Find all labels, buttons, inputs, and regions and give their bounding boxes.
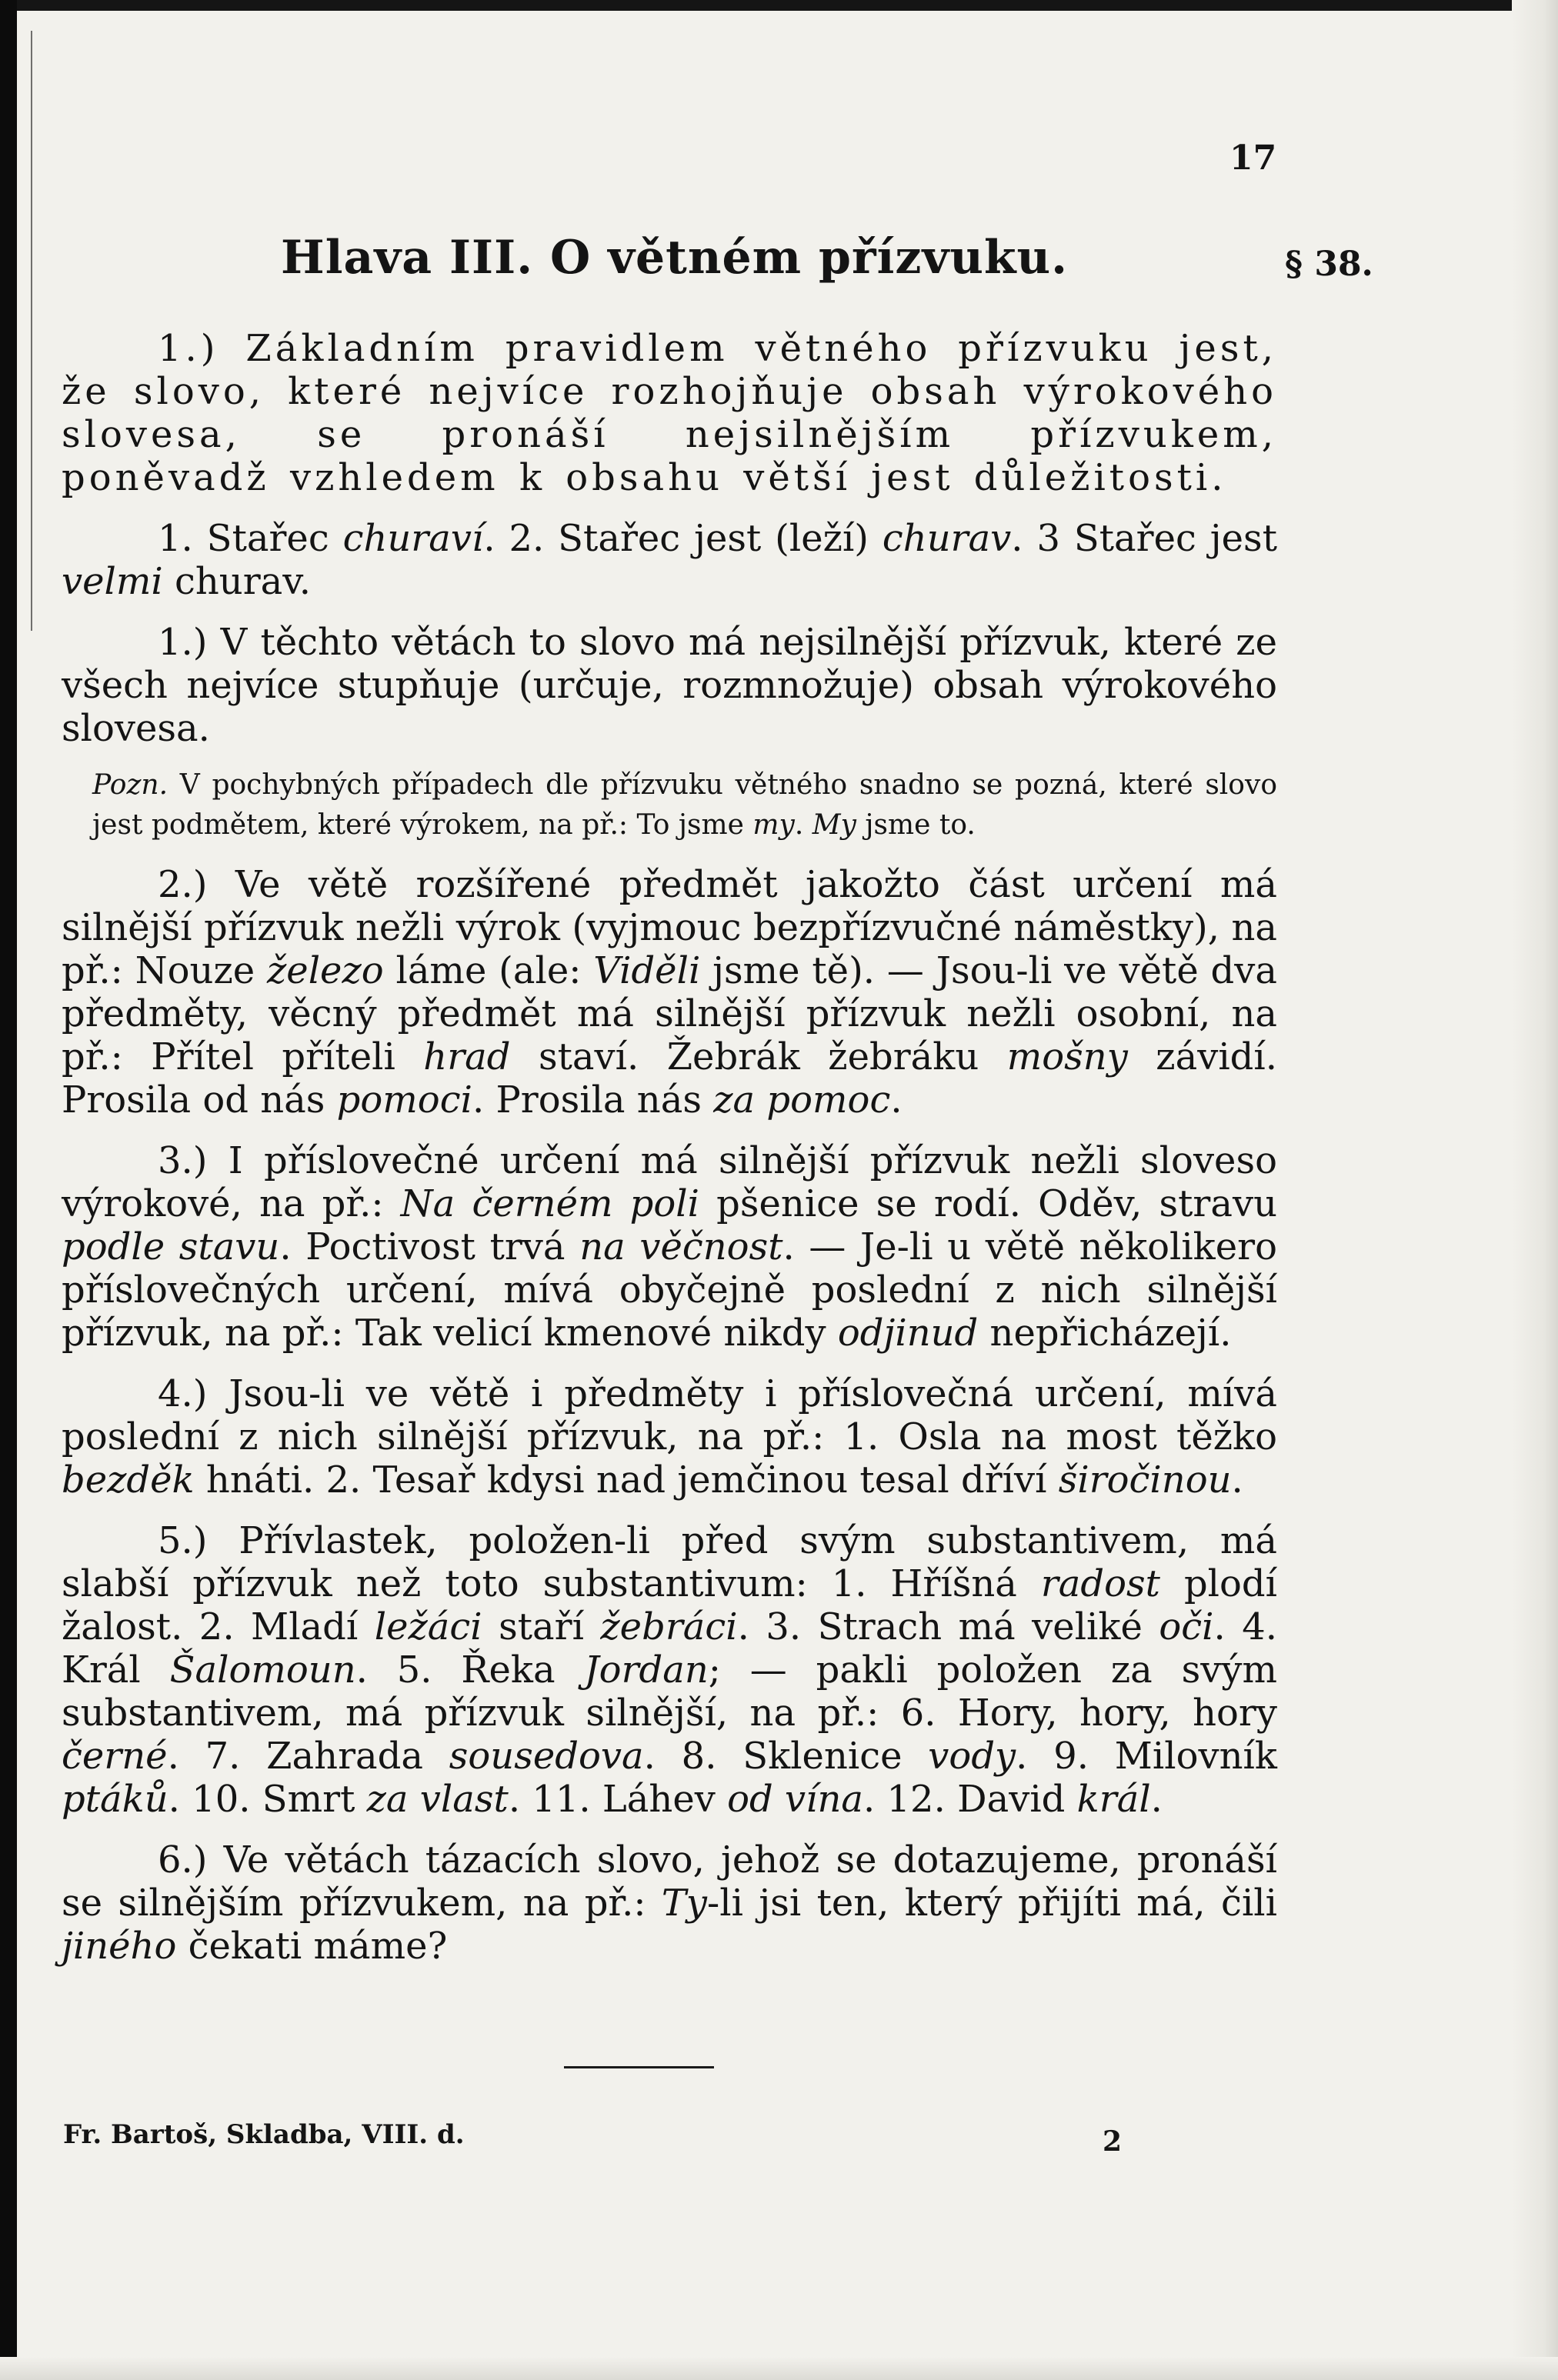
signature-mark: 2 <box>1103 2125 1123 2158</box>
text-run: . Prosila nás <box>472 1078 714 1122</box>
emphasis: žebráci <box>600 1605 738 1648</box>
text-run: 6.) Ve větách tázacích slovo, jehož se dotazujeme, pronáší se silnějším přízvukem, na př.: <box>62 1838 1277 1925</box>
text-run: -li jsi ten, který přijíti má, čili <box>707 1882 1277 1925</box>
scan-edge-right <box>1512 0 1558 2380</box>
text-run: 5.) Přívlastek, položen-li před svým substantivem, má slabší přízvuk než toto substantivum: 1. Hříšná <box>62 1519 1277 1605</box>
text-run: churav. <box>162 560 311 603</box>
chapter-title: Hlava III. O větném přízvuku. <box>281 231 1069 285</box>
emphasis: odjinud <box>837 1312 979 1355</box>
text-run: ; — pakli položen za svým substantivem, má přízvuk silnější, na př.: 6. Hory, hory, hory <box>62 1648 1278 1735</box>
text-run: . <box>794 809 812 841</box>
scan-edge-bottom <box>0 2357 1558 2380</box>
text-run: . <box>890 1078 902 1122</box>
emphasis: ptáků <box>62 1778 168 1821</box>
emphasis: oči <box>1159 1605 1214 1648</box>
text-run: 2.) Ve větě rozšířené předmět jakožto část určení má silnější přízvuk nežli výrok (vyjmouc bezpřízvučné náměstky), na př.: Nouze <box>62 863 1277 992</box>
text-run: . 3 Stařec jest <box>1011 517 1277 560</box>
emphasis: král <box>1076 1778 1151 1821</box>
text-run: jsme tě). — Jsou-li ve větě dva předměty, věcný předmět má silnější přízvuk nežli osobní, na př.: Přítel příteli <box>62 949 1278 1078</box>
text-run: . 3. Strach má veliké <box>737 1605 1159 1648</box>
footer-imprint: Fr. Bartoš, Skladba, VIII. d. <box>63 2119 465 2150</box>
emphasis: mošny <box>1006 1035 1128 1078</box>
emphasis: pomoci <box>336 1078 472 1122</box>
page-body <box>62 327 1277 1968</box>
paragraph-1: 1.) Základním pravidlem větného přízvuku jest, že slovo, které nejvíce rozhojňuje obsah výrokového slovesa, se pronáší nejsilnějším přízvukem, poněvadž vzhledem k obsahu větší jest důležitosti. <box>62 327 1277 499</box>
emphasis: jiného <box>62 1925 177 1968</box>
emphasis: My <box>812 809 856 841</box>
page-number: 17 <box>1229 138 1277 178</box>
examples-1 <box>62 517 1277 603</box>
text-run: láme (ale: <box>383 949 594 992</box>
text-run: staví. Žebrák žebráku <box>510 1035 1007 1078</box>
text-run: . Poctivost trvá <box>279 1225 580 1268</box>
emphasis: ležáci <box>374 1605 482 1648</box>
text-run: . 5. Řeka <box>355 1648 585 1692</box>
text-run: pšenice se rodí. Oděv, stravu <box>699 1182 1277 1225</box>
binding-rule <box>31 31 32 631</box>
paragraph-5 <box>62 1519 1277 1821</box>
emphasis: za vlast <box>366 1778 509 1821</box>
text-run: závidí. Prosila od nás <box>62 1035 1278 1122</box>
emphasis: Viděli <box>593 949 701 992</box>
text-run: jsme to. <box>856 809 976 841</box>
scan-edge-top <box>0 0 1558 11</box>
emphasis: na věčnost <box>579 1225 783 1268</box>
note-label: Pozn. <box>92 769 168 801</box>
emphasis: velmi <box>62 560 163 603</box>
paragraph-explanation: 1.) V těchto větách to slovo má nejsilnější přízvuk, které ze všech nejvíce stupňuje (určuje, rozmnožuje) obsah výrokového slovesa. <box>62 621 1277 750</box>
emphasis: podle stavu <box>62 1225 280 1268</box>
paragraph-2 <box>62 863 1277 1122</box>
text-run: . — Je-li u větě několikero příslovečných určení, mívá obyčejně poslední z nich silnější přízvuk, na př.: Tak velicí kmenové nikdy <box>62 1225 1278 1355</box>
text-run: . 4. Král <box>62 1605 1278 1692</box>
text-run: . 9. Milovník <box>1016 1735 1277 1778</box>
text-run: . <box>1231 1458 1243 1502</box>
emphasis: sousedova <box>449 1735 644 1778</box>
emphasis: od vína <box>727 1778 863 1821</box>
scan-edge-left <box>0 0 17 2380</box>
text-run: . 12. David <box>863 1778 1077 1821</box>
text-run: hnáti. 2. Tesař kdysi nad jemčinou tesal dříví <box>194 1458 1059 1502</box>
emphasis: churaví <box>342 517 484 560</box>
text-run: nepřicházejí. <box>978 1312 1232 1355</box>
emphasis: bezděk <box>62 1458 195 1502</box>
section-number: § 38. <box>1285 245 1373 284</box>
text-run: V pochybných případech dle přízvuku větného snadno se pozná, které slovo jest podmětem, které výrokem, na př.: To jsme <box>92 769 1277 841</box>
text-run: . 2. Stařec jest (leží) <box>483 517 882 560</box>
text-run: čekati máme? <box>176 1925 448 1968</box>
note <box>62 765 1277 845</box>
emphasis: černé <box>62 1735 168 1778</box>
emphasis: Šalomoun <box>169 1648 356 1692</box>
footer-separator <box>564 2066 714 2068</box>
text-run: 4.) Jsou-li ve větě i předměty i příslovečná určení, mívá poslední z nich silnější přízvuk, na př.: 1. Osla na most těžko <box>62 1372 1277 1458</box>
emphasis: radost <box>1040 1562 1160 1605</box>
emphasis: vody <box>928 1735 1016 1778</box>
paragraph-3 <box>62 1139 1277 1355</box>
text-run: . <box>1150 1778 1163 1821</box>
emphasis: Ty <box>661 1882 708 1925</box>
text-run: . 7. Zahrada <box>167 1735 449 1778</box>
text-run: 3.) I příslovečné určení má silnější přízvuk nežli sloveso výrokové, na př.: <box>62 1139 1277 1225</box>
paragraph-6 <box>62 1838 1277 1968</box>
text-run: . 8. Sklenice <box>643 1735 929 1778</box>
emphasis: Jordan <box>584 1648 709 1692</box>
text-run: 1. Stařec <box>158 517 343 560</box>
text-run: . 11. Láhev <box>508 1778 728 1821</box>
emphasis: my <box>752 809 795 841</box>
text-run: plodí žalost. 2. Mladí <box>62 1562 1278 1648</box>
emphasis: Na černém poli <box>400 1182 699 1225</box>
paragraph-4 <box>62 1372 1277 1502</box>
text-run: . 10. Smrt <box>168 1778 367 1821</box>
emphasis: železo <box>267 949 384 992</box>
emphasis: širočinou <box>1058 1458 1232 1502</box>
text-run: staří <box>482 1605 601 1648</box>
emphasis: churav <box>882 517 1012 560</box>
emphasis: hrad <box>423 1035 511 1078</box>
emphasis: za pomoc <box>713 1078 891 1122</box>
